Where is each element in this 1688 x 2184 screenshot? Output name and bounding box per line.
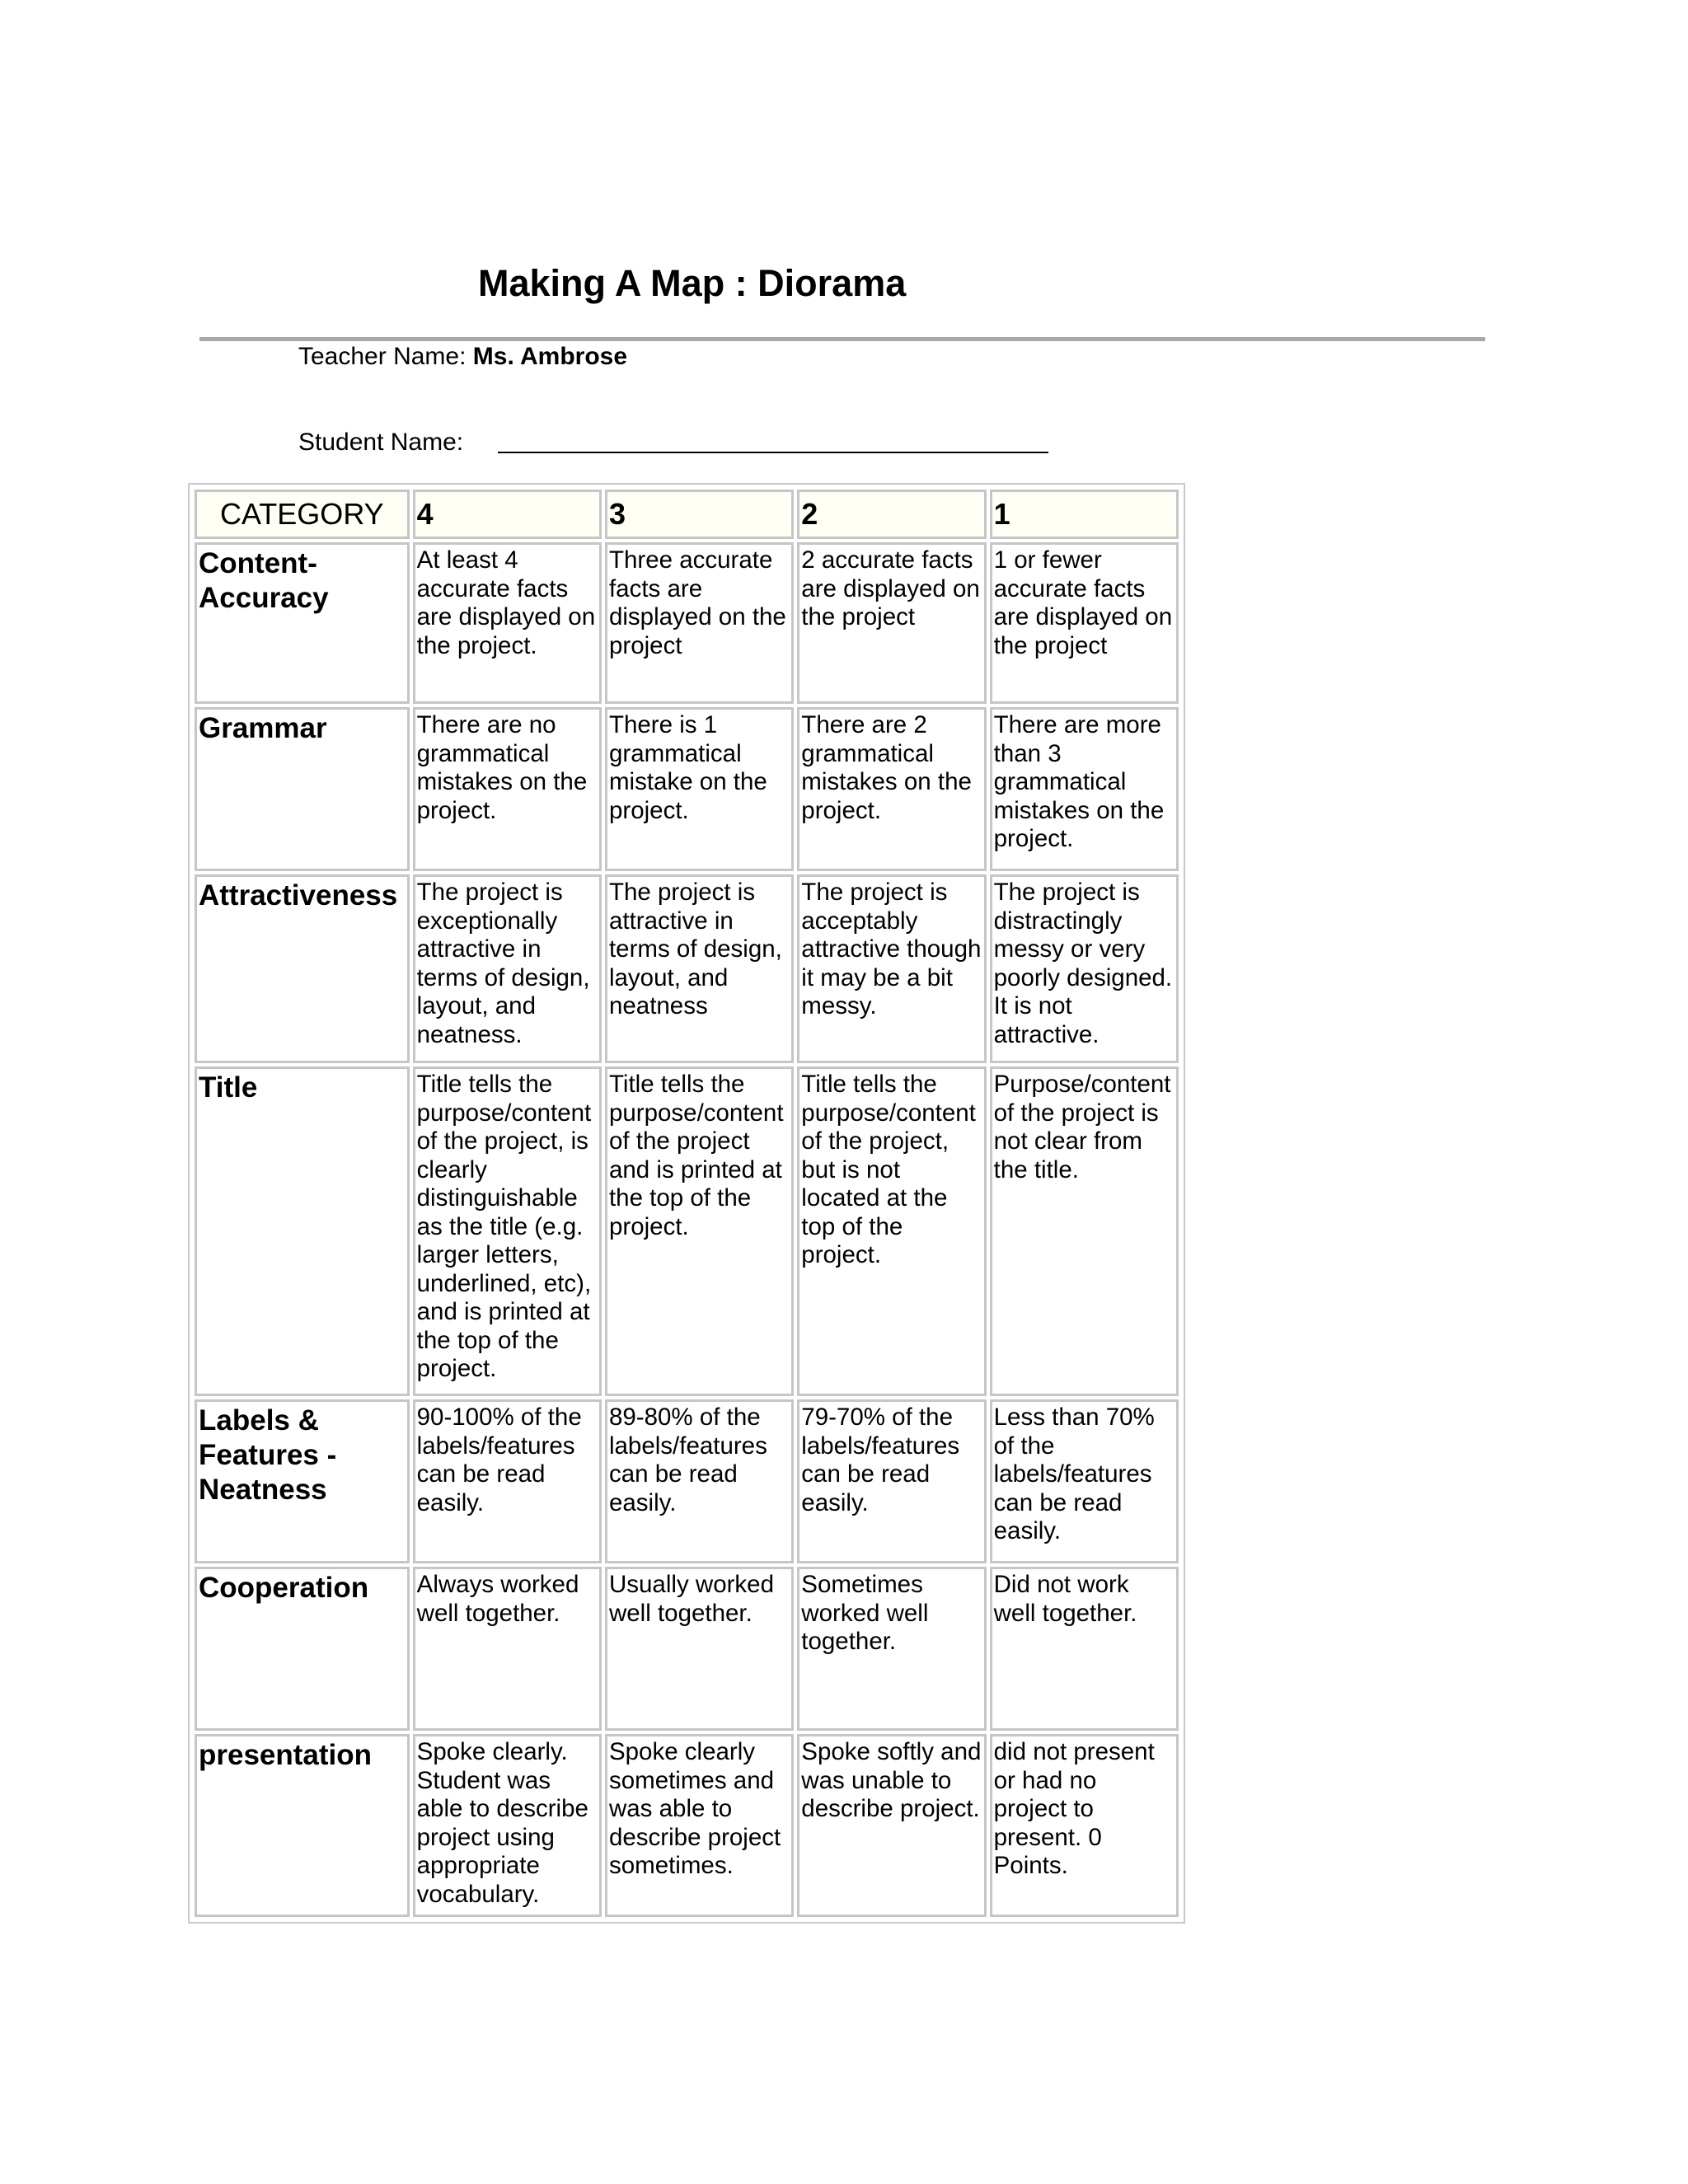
header-score-4: 4 [413,490,602,539]
criterion-cell-1: The project is distractingly messy or very poorly designed. It is not attractive. [990,874,1179,1063]
criterion-cell-1: did not present or had no project to present. 0 Points. [990,1734,1179,1917]
criterion-cell-1: Did not work well together. [990,1567,1179,1731]
teacher-name: Ms. Ambrose [472,343,628,370]
criterion-cell-3: Three accurate facts are displayed on the project [605,542,794,704]
category-label: presentation [195,1734,410,1917]
category-label: Attractiveness [195,874,410,1063]
criterion-cell-3: 89-80% of the labels/features can be read easily. [605,1399,794,1563]
teacher-label: Teacher Name: [298,343,467,370]
header-score-2: 2 [797,490,986,539]
category-label: Grammar [195,707,410,871]
criterion-cell-3: Spoke clearly sometimes and was able to describe project sometimes. [605,1734,794,1917]
criterion-cell-1: There are more than 3 grammatical mistakes on the project. [990,707,1179,871]
criterion-cell-2: Spoke softly and was unable to describe project. [797,1734,986,1917]
criterion-cell-3: The project is attractive in terms of design, layout, and neatness [605,874,794,1063]
title-divider [199,337,1485,341]
criterion-cell-4: At least 4 accurate facts are displayed on the project. [413,542,602,704]
criterion-cell-3: Usually worked well together. [605,1567,794,1731]
rubric-row-title [195,1066,1179,1396]
student-name-blank [498,452,1048,453]
header-score-3: 3 [605,490,794,539]
category-label: Title [195,1066,410,1396]
criterion-cell-2: There are 2 grammatical mistakes on the project. [797,707,986,871]
criterion-cell-1: Less than 70% of the labels/features can be read easily. [990,1399,1179,1563]
rubric-row-labels-features-neatness [195,1399,1179,1563]
criterion-cell-4: Always worked well together. [413,1567,602,1731]
teacher-name-line [298,343,627,371]
criterion-cell-1: Purpose/content of the project is not clear from the title. [990,1066,1179,1396]
criterion-cell-4: Spoke clearly. Student was able to describe project using appropriate vocabulary. [413,1734,602,1917]
student-name-label: Student Name: [298,429,464,456]
criterion-cell-1: 1 or fewer accurate facts are displayed on the project [990,542,1179,704]
rubric-table-frame [188,483,1185,1924]
criterion-cell-4: Title tells the purpose/content of the project, is clearly distinguishable as the title (e.g. larger letters, underlined, etc), and is printed at the top of the project. [413,1066,602,1396]
header-score-1: 1 [990,490,1179,539]
rubric-header-row [195,490,1179,539]
criterion-cell-4: The project is exceptionally attractive in terms of design, layout, and neatness. [413,874,602,1063]
criterion-cell-2: 2 accurate facts are displayed on the project [797,542,986,704]
criterion-cell-2: Sometimes worked well together. [797,1567,986,1731]
criterion-cell-3: There is 1 grammatical mistake on the project. [605,707,794,871]
category-label: Cooperation [195,1567,410,1731]
rubric-row-attractiveness [195,874,1179,1063]
rubric-table [191,486,1182,1920]
criterion-cell-2: Title tells the purpose/content of the project, but is not located at the top of the project. [797,1066,986,1396]
category-label: Content-Accuracy [195,542,410,704]
rubric-row-cooperation [195,1567,1179,1731]
page-title: Making A Map : Diorama [478,262,907,304]
criterion-cell-2: The project is acceptably attractive though it may be a bit messy. [797,874,986,1063]
criterion-cell-4: There are no grammatical mistakes on the project. [413,707,602,871]
criterion-cell-2: 79-70% of the labels/features can be read easily. [797,1399,986,1563]
rubric-row-grammar [195,707,1179,871]
rubric-row-presentation [195,1734,1179,1917]
rubric-row-content-accuracy [195,542,1179,704]
criterion-cell-4: 90-100% of the labels/features can be read easily. [413,1399,602,1563]
category-label: Labels & Features - Neatness [195,1399,410,1563]
criterion-cell-3: Title tells the purpose/content of the project and is printed at the top of the project. [605,1066,794,1396]
header-category: CATEGORY [195,490,410,539]
